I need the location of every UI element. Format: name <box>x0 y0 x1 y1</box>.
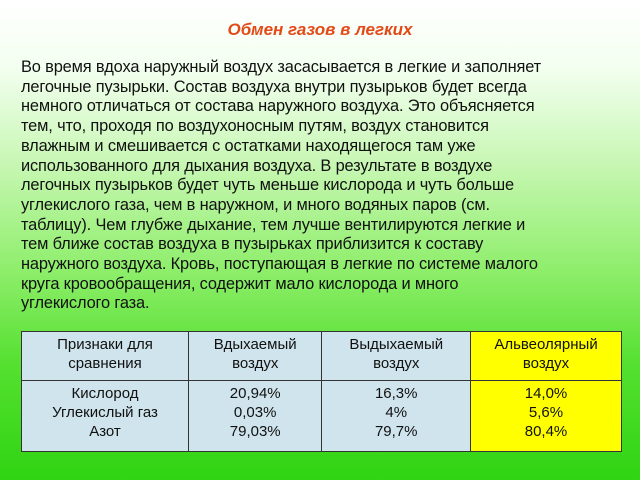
gas-labels-cell <box>22 380 189 451</box>
paragraph-line: Во время вдоха наружный воздух засасывается в легкие и заполняет <box>21 58 541 76</box>
gas-label-co2: Углекислый газ <box>52 403 158 421</box>
paragraph-line: использованного для дыхания воздуха. В результате в воздухе <box>21 156 493 175</box>
gas-label-oxygen: Кислород <box>71 384 139 402</box>
paragraph-line: таблицу). Чем глубже дыхание, тем лучше вентилируются легкие и <box>21 215 526 234</box>
header-inhaled: Вдыхаемый воздух <box>189 332 322 381</box>
paragraph-line: немного отличаться от состава наружного воздуха. Это объясняется <box>21 97 535 116</box>
paragraph-line: влажным и смешивается с остатками находящегося там уже <box>21 136 476 155</box>
table-row <box>22 380 622 451</box>
paragraph-line: круга кровообращения, содержит мало кислорода и много <box>21 274 459 293</box>
paragraph-line: тем, что, проходя по воздухоносным путям, воздух становится <box>21 117 489 136</box>
paragraph-line: углекислого газа, чем в наружном, и много водяных паров (см. <box>21 195 490 214</box>
paragraph-line: тем ближе состав воздуха в пузырьках приблизится к составу <box>21 235 484 254</box>
gas-label-nitrogen: Азот <box>89 422 121 440</box>
slide-title: Обмен газов в легких <box>227 20 413 39</box>
alveolar-values-cell: 14,0% 5,6% 80,4% <box>471 380 622 451</box>
paragraph-line: углекислого газа. <box>21 294 150 313</box>
paragraph-line: наружного воздуха. Кровь, поступающая в легкие по системе малого <box>21 255 538 274</box>
body-paragraph <box>21 58 633 314</box>
inhaled-values-cell: 20,94% 0,03% 79,03% <box>189 380 322 451</box>
table-header-row <box>22 332 622 381</box>
header-exhaled: Выдыхаемый воздух <box>322 332 471 381</box>
exhaled-values-cell: 16,3% 4% 79,7% <box>322 380 471 451</box>
paragraph-line: легочных пузырьков будет чуть меньше кислорода и чуть больше <box>21 176 514 195</box>
gas-composition-table <box>21 331 622 452</box>
header-criteria: Признаки для сравнения <box>22 332 189 381</box>
header-alveolar: Альвеолярный воздух <box>471 332 622 381</box>
paragraph-line: легочные пузырьки. Состав воздуха внутри пузырьков будет всегда <box>21 77 527 96</box>
